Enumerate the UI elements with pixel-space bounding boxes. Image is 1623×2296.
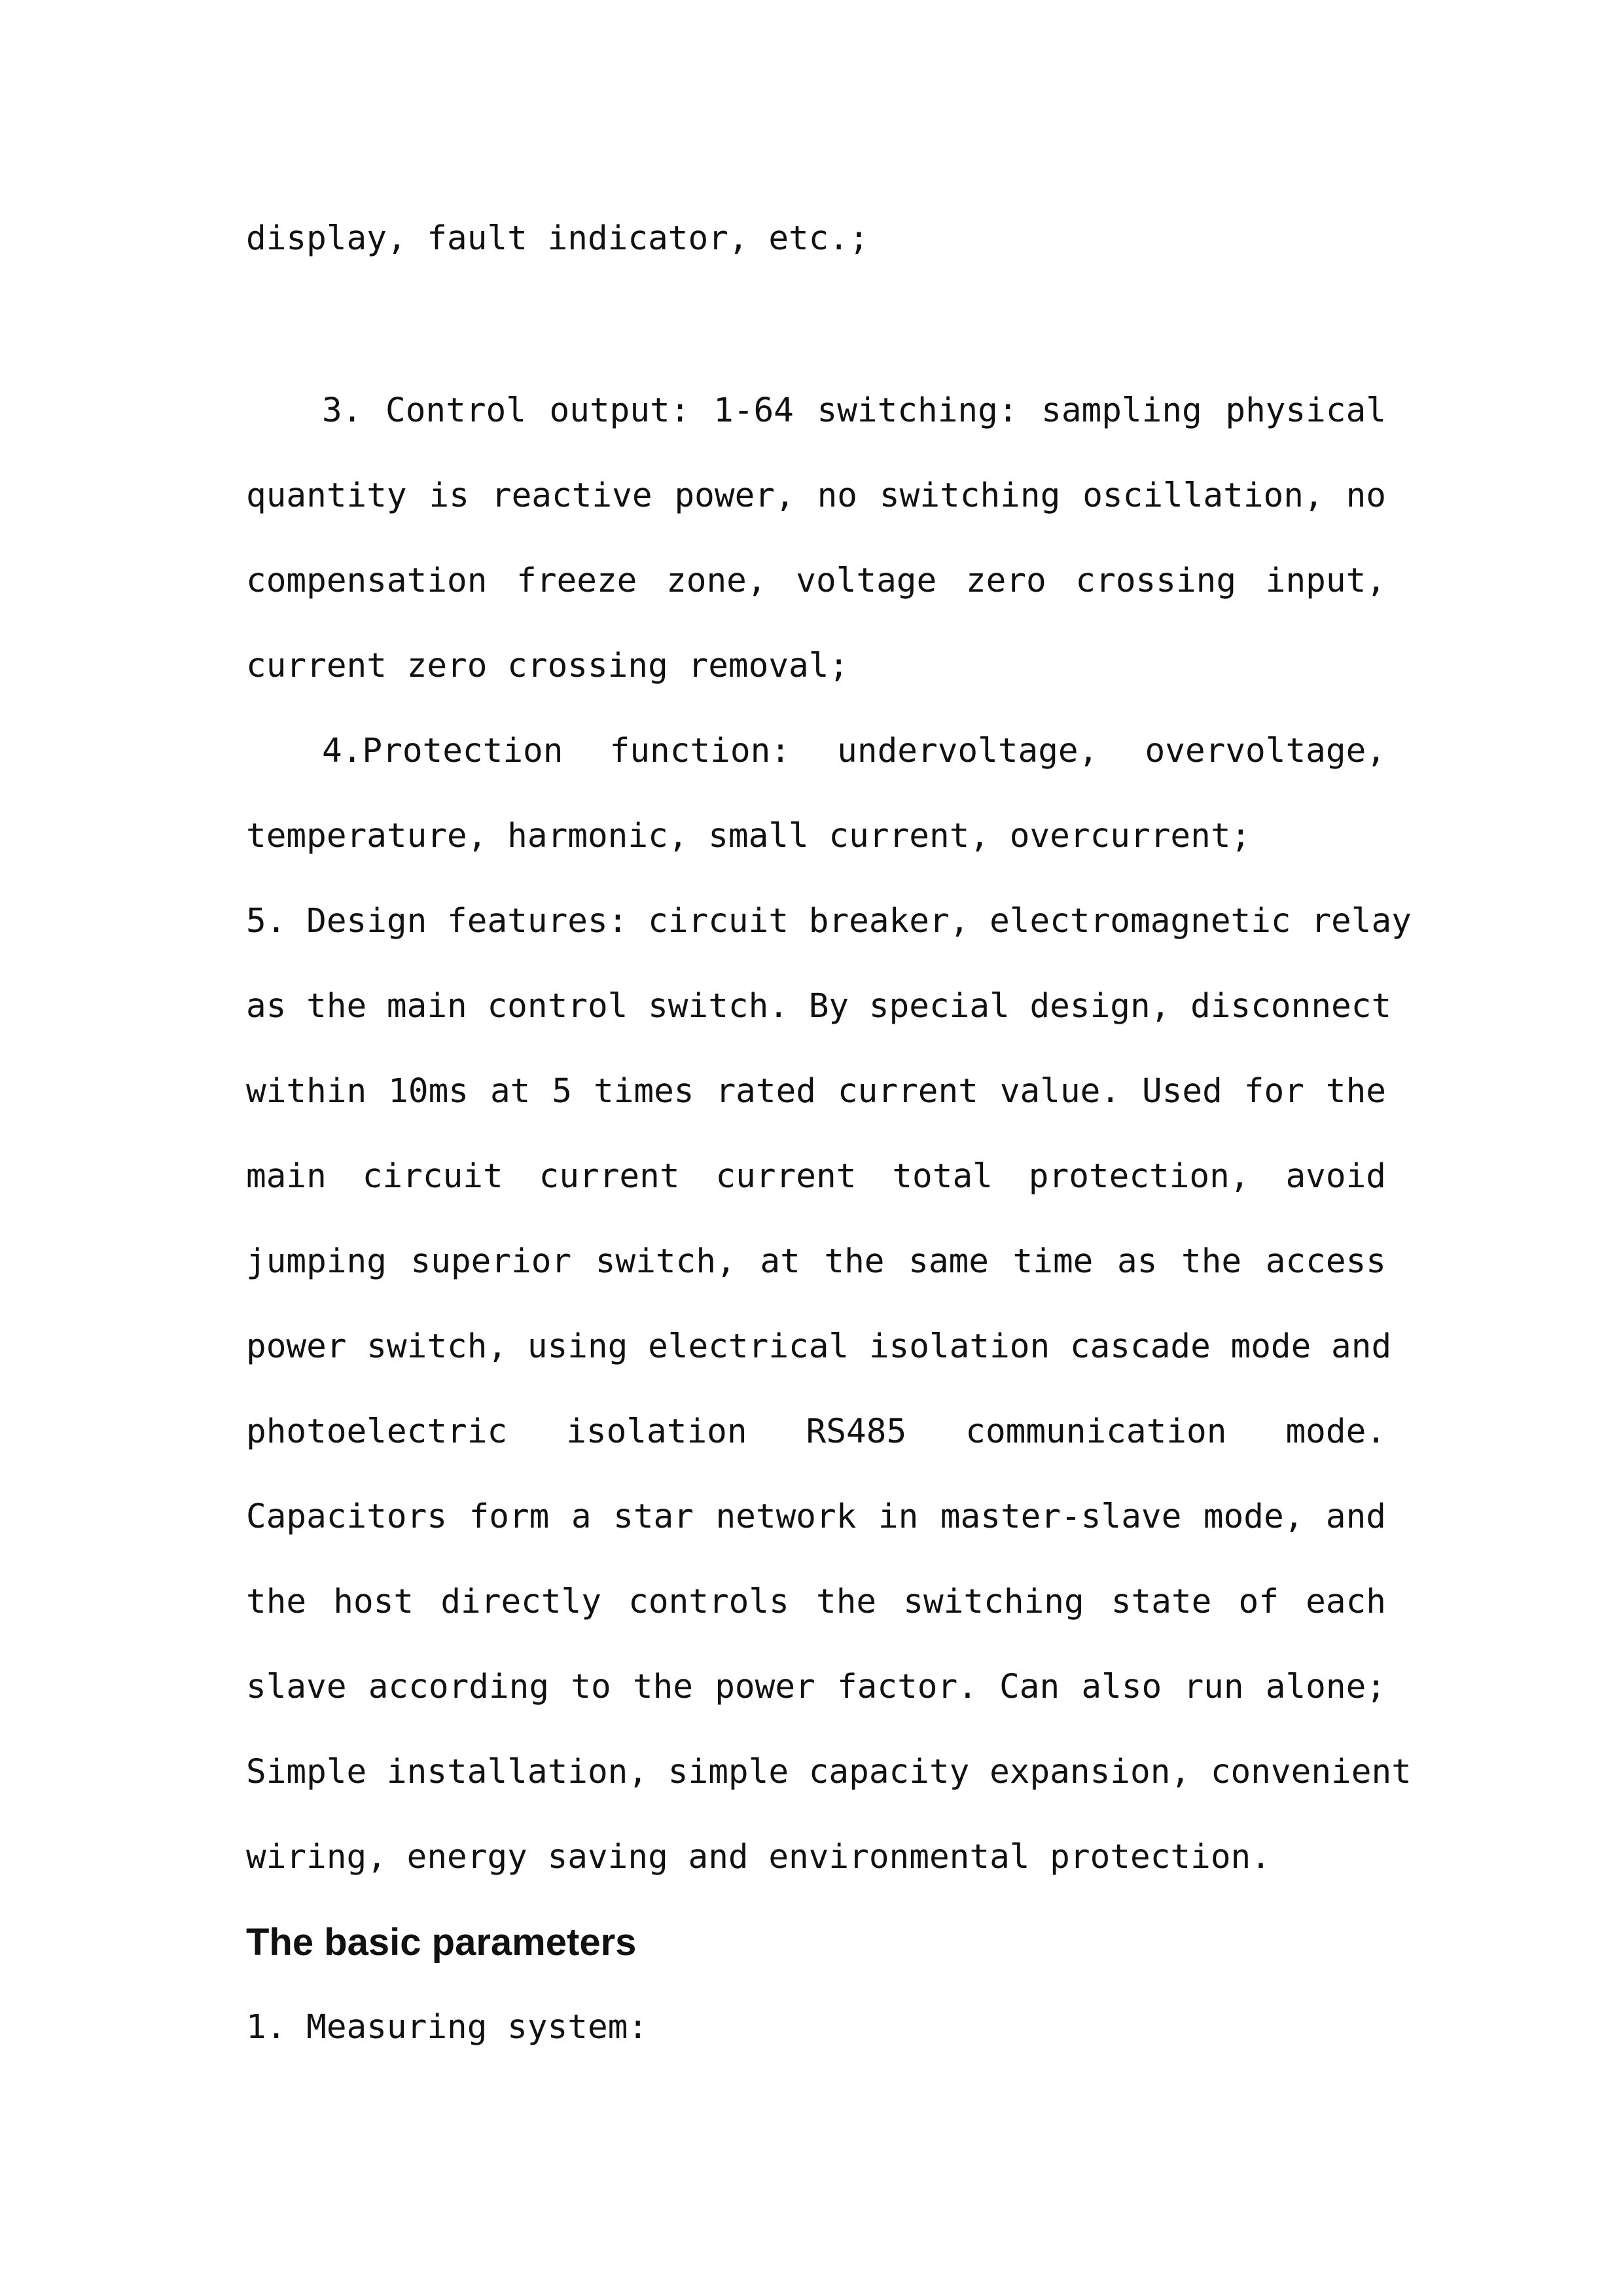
text-line: current zero crossing removal;	[246, 647, 849, 685]
text-line: quantity is reactive power, no switching oscillation, no	[246, 476, 1386, 515]
text-line: photoelectric isolation RS485 communication mode.	[246, 1412, 1386, 1451]
text-line: temperature, harmonic, small current, overcurrent;	[246, 817, 1251, 855]
list-item-3-line-1: 3. Control output: 1-64 switching: sampling physical	[322, 391, 1386, 430]
text-line: 1. Measuring system:	[246, 2008, 649, 2047]
text-line: compensation freeze zone, voltage zero crossing input,	[246, 562, 1386, 600]
section-heading: The basic parameters	[246, 1921, 637, 1964]
text-line: main circuit current current total protection, avoid	[246, 1157, 1386, 1196]
text-line: slave according to the power factor. Can also run alone;	[246, 1668, 1386, 1706]
list-item-4-line-1: 4.Protection function: undervoltage, overvoltage,	[322, 732, 1386, 770]
text-line: jumping superior switch, at the same time as the access	[246, 1242, 1386, 1281]
text-line: display, fault indicator, etc.;	[246, 219, 869, 258]
text-line: Capacitors form a star network in master-slave mode, and	[246, 1498, 1386, 1536]
text-line: wiring, energy saving and environmental protection.	[246, 1838, 1271, 1876]
list-item-5-line-1: 5. Design features: circuit breaker, electromagnetic relay	[246, 902, 1412, 941]
text-line: the host directly controls the switching state of each	[246, 1583, 1386, 1621]
text-line: power switch, using electrical isolation cascade mode and	[246, 1327, 1392, 1366]
text-line: within 10ms at 5 times rated current value. Used for the	[246, 1072, 1386, 1111]
text-line: Simple installation, simple capacity expansion, convenient	[246, 1753, 1412, 1791]
text-line: as the main control switch. By special design, disconnect	[246, 987, 1392, 1026]
